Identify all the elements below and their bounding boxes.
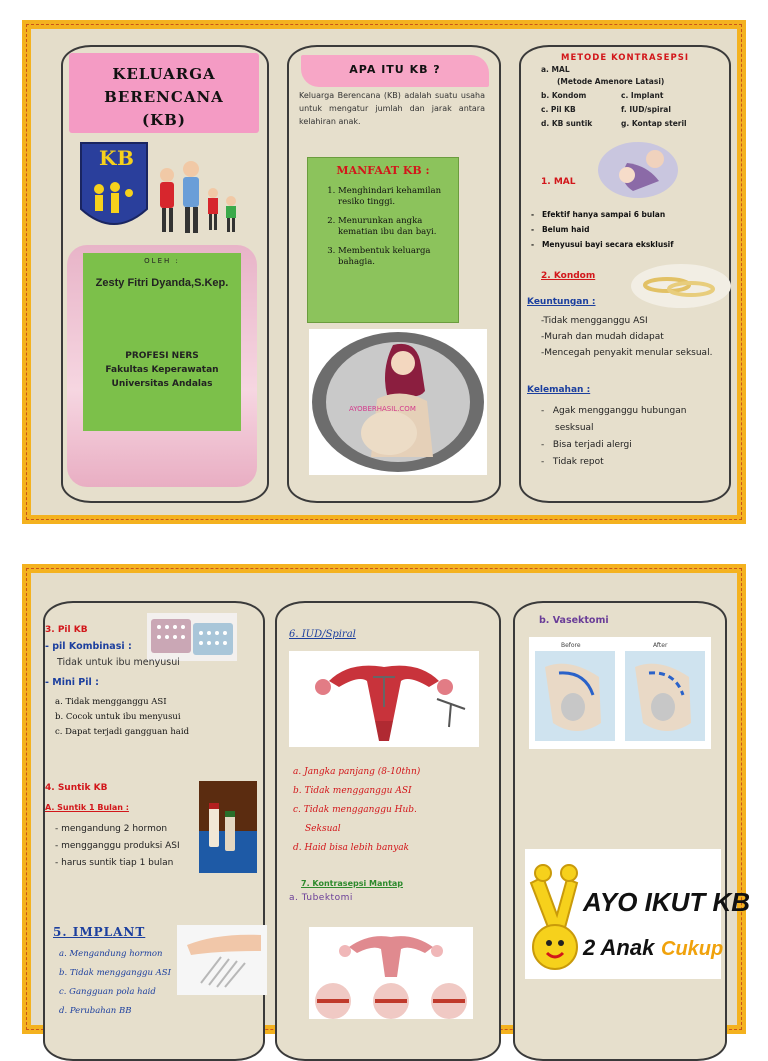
condom-icon (629, 263, 733, 309)
tubektomi-label: a. Tubektomi (289, 893, 353, 903)
method-letter: b. (541, 91, 550, 100)
vasektomi-icon (529, 637, 711, 749)
method-kondom (541, 91, 586, 100)
implant-image (177, 925, 267, 995)
suntik-item-text: mengganggu produksi ASI (61, 841, 180, 851)
kb-logo-family-image (77, 139, 243, 241)
keuntungan-item-text: Mencegah penyakit menular seksual. (544, 348, 713, 358)
method-name: MAL (551, 65, 570, 74)
method-name: Pil KB (550, 105, 576, 114)
kontap-title: 7. Kontrasepsi Mantap (301, 879, 404, 888)
mal-item-text: Menyusui bayi secara eksklusif (541, 240, 674, 249)
kelemahan-item-text: Agak mengganggu hubungan sesksual (552, 406, 687, 433)
oleh-label: OLEH : (144, 257, 180, 265)
method-letter: f. (621, 105, 627, 114)
title-box (69, 53, 259, 133)
pill-pack-image (147, 613, 237, 661)
mal-item-text: Efektif hanya sampai 6 bulan (541, 210, 666, 219)
manfaat-item: 3. Membentuk keluarga bahagia. (338, 246, 450, 268)
faculty-label: Fakultas Keperawatan (105, 365, 219, 375)
svg-text:B: B (117, 146, 134, 170)
kelemahan-item-text: Bisa terjadi alergi (552, 440, 632, 450)
mini-pil-item: c. Dapat terjadi gangguan haid (55, 727, 190, 737)
mini-pil-list (55, 695, 189, 740)
metode-heading: METODE KONTRASEPSI (560, 53, 690, 63)
method-letter: c. (541, 105, 549, 114)
manfaat-title: MANFAAT KB : (336, 164, 430, 177)
suntik-item: - mengandung 2 hormon (55, 824, 168, 834)
suntik-list (55, 821, 225, 872)
iud-item: c. Tidak mengganggu Hub. Seksual (293, 805, 417, 834)
before-label: Before (561, 642, 581, 649)
mal-item: - Menyusui bayi secara eksklusif (531, 240, 674, 249)
slogan-bottom-b: Cukup (661, 938, 724, 960)
suntik-item: - mengganggu produksi ASI (55, 841, 180, 851)
vasektomi-label: b. Vasektomi (539, 615, 609, 626)
pil-title: 3. Pil KB (45, 625, 88, 635)
manfaat-box (307, 157, 459, 323)
iud-item: d. Haid bisa lebih banyak (293, 843, 410, 853)
implant-list (59, 945, 171, 1021)
tubektomi-image (309, 927, 473, 1019)
author-name: Zesty Fitri Dyanda,S.Kep. (95, 277, 229, 289)
ayo-ikut-kb-image (525, 849, 751, 979)
implant-item: b. Tidak mengganggu ASI (59, 968, 171, 978)
condom-image (629, 263, 733, 309)
implant-item: a. Mengandung hormon (59, 949, 163, 959)
iud-list (293, 763, 483, 858)
implant-icon (177, 925, 267, 995)
method-letter: d. (541, 119, 550, 128)
uterus-iud-image (289, 651, 479, 747)
after-label: After (653, 642, 668, 649)
method-implant (621, 91, 663, 100)
breastfeeding-icon (597, 141, 679, 199)
manfaat-item: 2. Menurunkan angka kematian ibu dan bayi. (338, 216, 450, 238)
suntik-item-text: mengandung 2 hormon (61, 824, 168, 834)
kb-definition: Keluarga Berencana (KB) adalah suatu usaha untuk mengatur jumlah dan jarak antara kelahiran anak. (299, 91, 485, 126)
slogan-bottom-a: 2 Anak (583, 935, 655, 960)
uterus-iud-icon (289, 651, 479, 747)
title-line-3: (KB) (142, 111, 186, 129)
kelemahan-item: - Bisa terjadi alergi (541, 440, 632, 450)
method-name: Kontap steril (631, 119, 687, 128)
keuntungan-item: -Murah dan mudah didapat (541, 332, 664, 342)
kondom-title (541, 271, 595, 281)
suntik-title: 4. Suntik KB (45, 783, 108, 793)
kelemahan-item: - Tidak repot (541, 457, 604, 467)
method-iud (621, 105, 671, 114)
title-line-2: BERENCANA (104, 88, 224, 106)
mini-pil-label: - Mini Pil : (45, 677, 99, 688)
keuntungan-item: -Tidak mengganggu ASI (541, 316, 648, 326)
iud-item: a. Jangka panjang (8-10thn) (293, 767, 421, 777)
kelemahan-item: - Agak mengganggu hubungan sesksual (541, 406, 687, 433)
keuntungan-list (541, 313, 721, 361)
implant-item: d. Perubahan BB (59, 1006, 132, 1016)
kelemahan-list (541, 403, 721, 471)
method-letter: c. (621, 91, 629, 100)
iud-item: b. Tidak mengganggu ASI (293, 786, 412, 796)
method-name: IUD/spiral (629, 105, 671, 114)
method-letter: a. (541, 65, 549, 74)
mal-item: - Belum haid (531, 225, 590, 234)
manfaat-list (338, 186, 450, 268)
kondom-title-text: 2. Kondom (541, 271, 596, 281)
method-kontap (621, 119, 687, 128)
breastfeeding-image (597, 141, 679, 199)
keuntungan-item: -Mencegah penyakit menular seksual. (541, 348, 713, 358)
method-suntik (541, 119, 592, 128)
mal-list (531, 207, 674, 252)
mini-pil-item: a. Tidak mengganggu ASI (55, 697, 167, 707)
method-name: Kondom (551, 91, 587, 100)
kelemahan-item-text: Tidak repot (552, 457, 604, 467)
method-letter: g. (621, 119, 630, 128)
keuntungan-item-text: Murah dan mudah didapat (544, 332, 664, 342)
svg-text:K: K (99, 146, 117, 170)
mini-pil-item: b. Cocok untuk ibu menyusui (55, 712, 181, 722)
slogan-top: AYO IKUT KB (583, 887, 751, 917)
author-box (67, 245, 257, 487)
method-mal-desc: (Metode Amenore Latasi) (557, 77, 665, 86)
university-label: Universitas Andalas (111, 379, 213, 389)
brochure-page-2 (22, 564, 751, 1034)
suntik-item-text: harus suntik tiap 1 bulan (61, 858, 174, 868)
method-mal (541, 65, 570, 74)
mal-item-text: Belum haid (541, 225, 590, 234)
keuntungan-title: Keuntungan : (527, 297, 596, 307)
ayo-ikut-kb-icon (525, 849, 751, 979)
suntik-item: - harus suntik tiap 1 bulan (55, 858, 174, 868)
pill-pack-icon (147, 613, 237, 661)
implant-title: 5. IMPLANT (53, 925, 146, 939)
program-label: PROFESI NERS (125, 351, 199, 361)
watermark-text: AYOBERHASIL.COM (349, 405, 416, 413)
keuntungan-item-text: Tidak mengganggu ASI (543, 316, 648, 326)
pil-kombinasi-note: Tidak untuk ibu menyusui (57, 657, 180, 668)
title-line-1: KELUARGA (112, 65, 216, 83)
mal-item: - Efektif hanya sampai 6 bulan (531, 210, 666, 219)
method-pil (541, 105, 576, 114)
author-green-card (83, 253, 241, 431)
method-name: KB suntik (551, 119, 593, 128)
iud-title: 6. IUD/Spiral (289, 629, 356, 640)
method-name: Implant (630, 91, 664, 100)
pil-kombinasi-label: - pil Kombinasi : (45, 641, 132, 652)
kelemahan-title: Kelemahan : (527, 385, 591, 395)
mal-title: 1. MAL (541, 177, 576, 187)
brochure-page-1 (22, 20, 746, 524)
suntik-sub: A. Suntik 1 Bulan : (45, 803, 129, 812)
pregnant-woman-icon (309, 329, 487, 475)
vasektomi-image (529, 637, 711, 749)
apa-itu-kb-heading: APA ITU KB ? (349, 63, 441, 76)
pregnant-woman-image (309, 329, 487, 475)
kb-logo-icon (77, 139, 243, 241)
implant-item: c. Gangguan pola haid (59, 987, 156, 997)
manfaat-item: 1. Menghindari kehamilan resiko tinggi. (338, 186, 450, 208)
tubektomi-icon (309, 927, 473, 1019)
